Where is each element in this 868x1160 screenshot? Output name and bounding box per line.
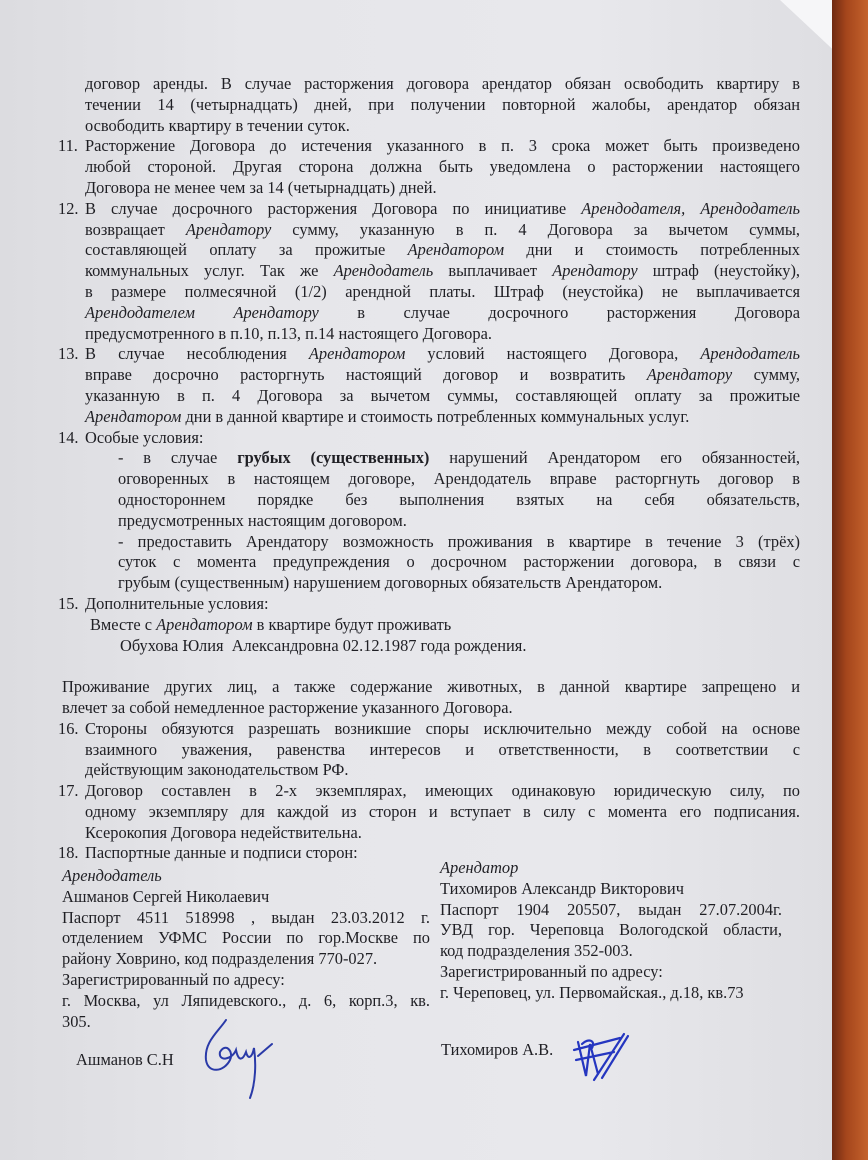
text-run: предусмотренных настоящим договором. — [118, 510, 407, 530]
line-text — [85, 823, 800, 844]
text-run: оговоренных в настоящем договоре, Арендодатель вправе расторгнуть договор в — [118, 469, 800, 489]
tenant-address-label: Зарегистрированный по адресу: — [440, 961, 663, 981]
text-run: Расторжение Договора до истечения указанного в п. 3 срока может быть произведено — [85, 136, 800, 156]
line-text — [85, 95, 800, 116]
clause-number: 13. — [58, 344, 79, 364]
line-text — [85, 407, 800, 428]
text-run: - в случае — [118, 448, 238, 468]
italic-text: Арендатором — [308, 344, 406, 364]
line-text — [118, 469, 800, 490]
text-run: Договор составлен в 2-х экземплярах, имеющих одинаковую юридическую силу, по — [85, 781, 800, 801]
text-run: штраф (неустойку), — [637, 261, 800, 281]
text-run: течении 14 (четырнадцать) дней, при получении повторной жалобы, арендатор обязан — [85, 94, 800, 114]
subclause-line — [0, 469, 868, 490]
subclause-line — [0, 532, 868, 553]
line-text — [85, 178, 800, 199]
text-run: составляющей оплату за прожитые — [85, 240, 408, 260]
landlord-signature — [196, 1012, 286, 1102]
line-text — [85, 740, 800, 761]
text-run: Проживание других лиц, а также содержание животных, в данной квартире запрещено и — [62, 677, 800, 697]
line-text — [85, 802, 800, 823]
contract-text — [0, 74, 868, 864]
clause-line — [0, 324, 868, 345]
tenant-details — [440, 858, 782, 1004]
line-text — [118, 573, 800, 594]
clause-line — [0, 199, 868, 220]
italic-text: Арендатору — [646, 365, 733, 385]
subclause-line — [0, 573, 868, 594]
text-run: выплачивает — [433, 261, 553, 281]
subclause-line — [0, 448, 868, 469]
text-run: вправе досрочно расторгнуть настоящий договор и возвратить — [85, 365, 647, 385]
text-run: дни и стоимость потребленных — [504, 240, 801, 260]
clause-line — [0, 344, 868, 365]
clause-line — [0, 386, 868, 407]
tenant-address: г. Череповец, ул. Первомайская., д.18, кв.73 — [440, 982, 744, 1002]
line-text — [85, 261, 800, 282]
clause-line — [0, 781, 868, 802]
note-line — [0, 677, 868, 698]
clause-title — [0, 428, 868, 449]
text-run: Ксерокопия Договора недействительна. — [85, 822, 362, 842]
line-text — [118, 490, 800, 511]
clause-number: 11. — [58, 136, 78, 156]
landlord-passport: Паспорт 4511 518998 , выдан 23.03.2012 г. — [62, 907, 430, 927]
note-line — [0, 698, 868, 719]
clause-line — [0, 282, 868, 303]
text-run: влечет за собой немедленное расторжение указанного Договора. — [62, 697, 513, 717]
italic-text: Арендатору — [185, 219, 272, 239]
line-text — [85, 282, 800, 303]
subclause-line — [0, 511, 868, 532]
line-text — [85, 116, 800, 137]
clause-line — [0, 760, 868, 781]
clause-number: 18. — [58, 843, 79, 863]
text-run: В случае досрочного расторжения Договора по инициативе — [85, 198, 582, 218]
italic-text: Арендатором — [407, 240, 505, 260]
text-run: условий настоящего Договора, — [405, 344, 701, 364]
tenant-issuer-code: код подразделения 352-003. — [440, 941, 633, 961]
line-text: Дополнительные условия: — [85, 593, 269, 613]
clause-line — [0, 303, 868, 324]
clause-line — [0, 802, 868, 823]
clause-line — [0, 719, 868, 740]
text-run: предусмотренного в п.10, п.13, п.14 настоящего Договора. — [85, 323, 492, 343]
line-text — [85, 386, 800, 407]
clause-line — [0, 365, 868, 386]
tenant-signature-name: Тихомиров А.В. — [441, 1040, 554, 1059]
text-run: взаимного уважения, равенства интересов и ответственности, в соответствии с — [85, 739, 800, 759]
tenant-issuer: УВД гор. Череповца Вологодской области, — [440, 920, 782, 940]
cohabitant-intro — [0, 615, 868, 636]
line-text — [85, 303, 800, 324]
line-text — [85, 324, 800, 345]
line-text — [90, 615, 868, 636]
text-run: договор аренды. В случае расторжения договора арендатор обязан освободить квартиру в — [85, 74, 800, 93]
italic-text: Арендатором — [85, 406, 182, 426]
text-run: указанную в п. 4 Договора за вычетом суммы, составляющей оплату за прожитые — [85, 385, 800, 405]
line-text — [85, 719, 800, 740]
italic-text: Арендодателем — [85, 302, 195, 322]
clause-title — [0, 594, 868, 615]
line-text — [85, 760, 800, 781]
continuation-line — [0, 74, 868, 95]
line-text — [62, 677, 800, 698]
text-run — [195, 303, 233, 322]
clause-line — [0, 157, 868, 178]
bold-text: грубых (существенных) — [237, 448, 430, 468]
text-run: в случае досрочного расторжения Договора — [318, 302, 800, 322]
clause-line — [0, 823, 868, 844]
italic-text: Арендатором — [156, 614, 253, 634]
text-run: В случае несоблюдения — [85, 344, 309, 364]
landlord-address: г. Москва, ул Ляпидевского., д. 6, корп.3, кв. — [62, 990, 430, 1010]
text-run: одному экземпляру для каждой из сторон и вступает в силу с момента его подписания. — [85, 801, 800, 821]
text-run: грубым (существенным) нарушением договорных обязательств Арендатором. — [118, 573, 663, 593]
text-run: дни в данной квартире и стоимость потребленных коммунальных услуг. — [181, 406, 690, 426]
clause-line — [0, 178, 868, 199]
line-text — [85, 199, 800, 220]
line-text — [85, 781, 800, 802]
line-text — [85, 220, 800, 241]
line-text — [85, 240, 800, 261]
clause-line — [0, 240, 868, 261]
cohabitant-name — [0, 636, 868, 657]
line-text — [85, 344, 800, 365]
clause-number: 12. — [58, 198, 79, 218]
italic-text: Арендодатель — [700, 344, 801, 364]
line-text — [118, 532, 800, 553]
subclause-line — [0, 552, 868, 573]
blank-line — [0, 656, 868, 677]
tenant-role: Арендатор — [440, 858, 519, 877]
clause-number: 16. — [58, 718, 79, 738]
line-text — [85, 157, 800, 178]
continuation-line — [0, 95, 868, 116]
italic-text: Арендодателя, Арендодатель — [581, 198, 801, 218]
landlord-details — [62, 866, 430, 1032]
line-text — [118, 511, 800, 532]
text-run: суток с момента предупреждения о досрочном расторжении договора, в связи с — [118, 552, 800, 572]
landlord-issuer-code: району Ховрино, код подразделения 770-027. — [62, 949, 378, 969]
italic-text: Арендатору — [233, 302, 319, 322]
landlord-address-label: Зарегистрированный по адресу: — [62, 969, 285, 989]
clause-line — [0, 261, 868, 282]
line-text — [85, 74, 800, 95]
landlord-signature-name: Ашманов С.Н — [76, 1050, 174, 1069]
clause-line — [0, 407, 868, 428]
text-run: в размере полмесячной (1/2) арендной платы. Штраф (неустойка) не выплачивается — [85, 281, 800, 301]
line-text — [118, 448, 800, 469]
text-run: коммунальных услуг. Так же — [85, 261, 334, 281]
line-text — [85, 365, 800, 386]
text-run: нарушений Арендатором его обязанностей, — [429, 448, 800, 468]
italic-text: Арендодатель — [333, 261, 434, 281]
clause-line — [0, 740, 868, 761]
clause-number: 17. — [58, 781, 79, 801]
text-run: Договора не менее чем за 14 (четырнадцать) дней. — [85, 177, 437, 197]
text-run: Вместе с — [90, 614, 157, 634]
continuation-line — [0, 116, 868, 137]
text-run: любой стороной. Другая сторона должна быть уведомлена о расторжении настоящего — [85, 157, 800, 177]
text-run: возвращает — [85, 219, 186, 239]
line-text — [118, 552, 800, 573]
italic-text: Арендатору — [552, 261, 638, 281]
text-run: Стороны обязуются разрешать возникшие споры исключительно между собой на основе — [85, 718, 800, 738]
landlord-address-cont: 305. — [62, 1011, 91, 1031]
text-run: сумму, указанную в п. 4 Договора за вычетом суммы, — [271, 219, 800, 239]
landlord-name: Ашманов Сергей Николаевич — [62, 886, 270, 906]
tenant-signature — [568, 1030, 632, 1086]
clause-line — [0, 136, 868, 157]
tenant-name: Тихомиров Александр Викторович — [440, 878, 684, 898]
tenant-passport: Паспорт 1904 205507, выдан 27.07.2004г. — [440, 899, 782, 919]
text-run: сумму, — [732, 365, 800, 385]
clause-number: 15. — [58, 593, 79, 613]
text-run: в квартире будут проживать — [252, 614, 452, 634]
text-run: освободить квартиру в течении суток. — [85, 115, 350, 135]
landlord-issuer: отделением УФМС России по гор.Москве по — [62, 928, 430, 948]
line-text: Особые условия: — [85, 427, 204, 447]
landlord-role: Арендодатель — [62, 866, 162, 885]
line-text: Обухова Юлия Александровна 02.12.1987 года рождения. — [120, 635, 527, 655]
text-run: действующим законодательством РФ. — [85, 760, 349, 780]
subclause-line — [0, 490, 868, 511]
text-run: одностороннем порядке без выполнения взятых на себя обязательств, — [118, 489, 800, 509]
text-run: Паспортные данные и подписи сторон: — [85, 843, 358, 863]
line-text — [62, 698, 800, 719]
text-run: - предоставить Арендатору возможность проживания в квартире в течение 3 (трёх) — [118, 531, 800, 551]
clause-line — [0, 220, 868, 241]
clause-number: 14. — [58, 427, 79, 447]
line-text — [85, 136, 800, 157]
